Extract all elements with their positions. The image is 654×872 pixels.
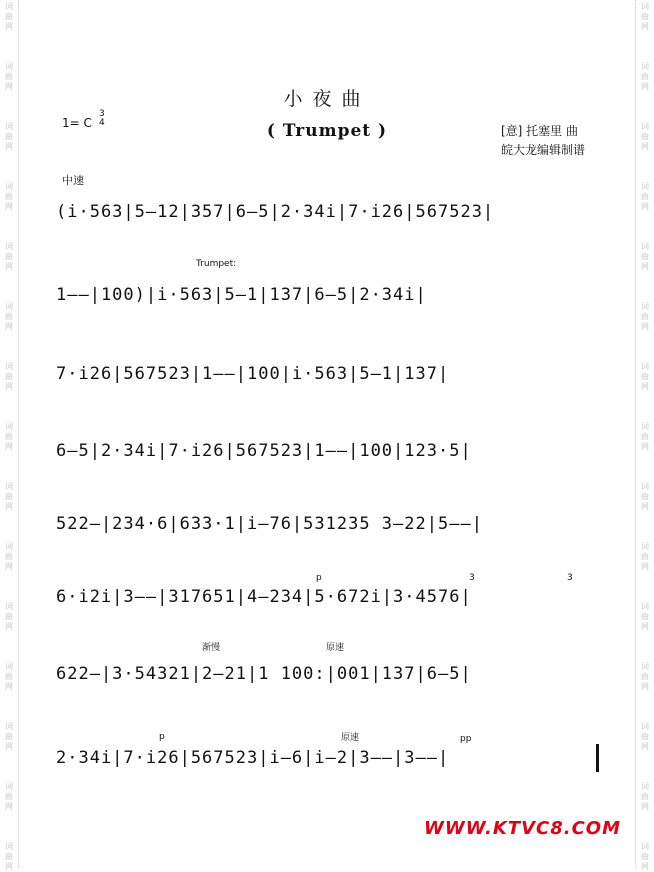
a-tempo-mark: 原速 [326, 643, 345, 653]
watermark-text: 词曲网 [641, 542, 649, 571]
watermark-text: 词曲网 [641, 662, 649, 691]
time-signature-top: 3 [99, 109, 105, 119]
score-row-5 [56, 510, 604, 538]
watermark-text: 词曲网 [641, 722, 649, 751]
score-row-notes: 2·34i|7·i26|567523|i—6|i—2|3——|3——| [56, 748, 450, 768]
time-signature [99, 110, 105, 128]
watermark-text: 词曲网 [5, 842, 13, 871]
composer-credit: [意] 托塞里 曲 [501, 124, 578, 138]
watermark-text: 词曲网 [641, 422, 649, 451]
score-row-notes: 522—|234·6|633·1|i—76|531235 3—22|5——| [56, 514, 483, 534]
watermark-text: 词曲网 [641, 182, 649, 211]
watermark-text: 词曲网 [5, 122, 13, 151]
ritardando-mark: 渐慢 [202, 643, 221, 653]
dynamic-p-mark: p [159, 732, 165, 742]
watermark-text: 词曲网 [641, 782, 649, 811]
watermark-text: 词曲网 [5, 662, 13, 691]
watermark-text: 词曲网 [641, 842, 649, 871]
watermark-text: 词曲网 [5, 482, 13, 511]
score-row-notes: 1——|100)|i·563|5—1|137|6—5|2·34i| [56, 285, 427, 305]
score-row-notes: 6—5|2·34i|7·i26|567523|1——|100|123·5| [56, 441, 472, 461]
score-row-6 [56, 573, 604, 611]
score-row-3 [56, 360, 604, 388]
watermark-text: 词曲网 [5, 722, 13, 751]
watermark-text: 词曲网 [641, 362, 649, 391]
watermark-text: 词曲网 [5, 242, 13, 271]
score-row-2 [56, 259, 604, 309]
triplet-mark: 3 [567, 573, 573, 583]
trumpet-cue-mark: Trumpet: [196, 259, 237, 269]
watermark-text: 词曲网 [5, 302, 13, 331]
watermark-text: 词曲网 [5, 182, 13, 211]
score-row-notes: 622—|3·54321|2—21|1 100:|001|137|6—5| [56, 664, 472, 684]
watermark-text: 词曲网 [641, 482, 649, 511]
key-signature: 1= C [62, 116, 92, 130]
watermark-text: 词曲网 [641, 302, 649, 331]
website-logo: WWW.KTVC8.COM [424, 818, 621, 839]
watermark-text: 词曲网 [5, 362, 13, 391]
watermark-text: 词曲网 [5, 782, 13, 811]
arranger-credit: 皖大龙编辑制谱 [501, 143, 586, 157]
time-signature-bottom: 4 [99, 118, 105, 128]
watermark-text: 词曲网 [641, 602, 649, 631]
watermark-text: 词曲网 [641, 242, 649, 271]
instrument-subtitle: ( Trumpet ) [266, 121, 388, 141]
watermark-text: 词曲网 [5, 542, 13, 571]
final-barline [596, 744, 599, 772]
watermark-text: 词曲网 [641, 2, 649, 31]
a-tempo-mark: 原速 [341, 733, 360, 743]
score-row-notes: 7·i26|567523|1——|100|i·563|5—1|137| [56, 364, 450, 384]
score-row-notes: (i·563|5—12|357|6—5|2·34i|7·i26|567523| [56, 202, 495, 222]
score-row-4 [56, 437, 604, 465]
watermark-text: 词曲网 [5, 602, 13, 631]
watermark-text: 词曲网 [641, 62, 649, 91]
tempo-marking: 中速 [62, 174, 84, 187]
score-row-8 [56, 732, 604, 772]
watermark-text: 词曲网 [5, 2, 13, 31]
watermark-text: 词曲网 [5, 62, 13, 91]
dynamic-p-mark: p [316, 573, 322, 583]
triplet-mark: 3 [469, 573, 475, 583]
score-row-7 [56, 643, 604, 688]
score-row-1 [56, 198, 604, 226]
score-row-notes: 6·i2i|3——|317651|4—234|5·672i|3·4576| [56, 587, 472, 607]
song-title: 小夜曲 [283, 88, 371, 110]
dynamic-pp-mark: pp [460, 734, 472, 744]
watermark-text: 词曲网 [5, 422, 13, 451]
watermark-text: 词曲网 [641, 122, 649, 151]
